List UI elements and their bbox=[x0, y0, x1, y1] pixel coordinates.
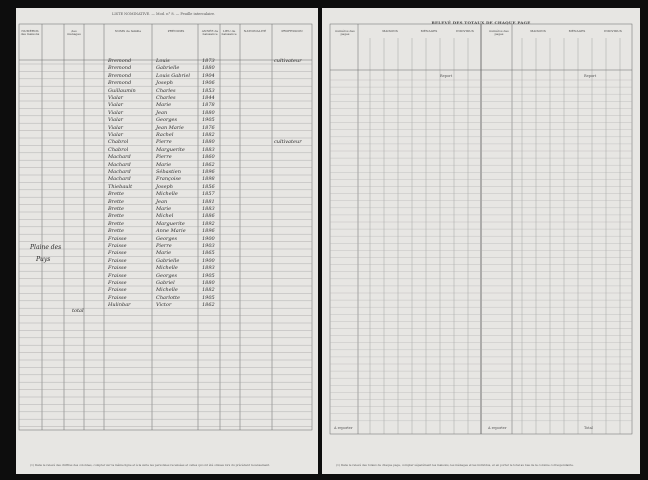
entry-annee: 1880 bbox=[202, 109, 215, 116]
r-col-head-menages-2: MÉNAGES bbox=[568, 29, 586, 33]
entry-nom: Hulinbar bbox=[108, 302, 131, 309]
entry-annee: 1906 bbox=[202, 80, 215, 87]
entry-annee: 1878 bbox=[202, 102, 215, 109]
entry-nom: Brette bbox=[108, 228, 125, 235]
r-col-head-individus-2: INDIVIDUS bbox=[604, 29, 622, 33]
entry-nom: Chabrol bbox=[108, 139, 129, 146]
entry-nom: Fraisse bbox=[108, 257, 127, 264]
entry-prenom: Victor bbox=[156, 302, 172, 309]
entry-nom: Fraisse bbox=[108, 294, 127, 301]
entry-nom: Vialar bbox=[108, 109, 124, 116]
entry-nom: Machard bbox=[108, 161, 131, 168]
entry-nom: Machard bbox=[108, 154, 131, 161]
right-footnote: (1) Dans le relevé des totaux de chaque page, compter séparément les maisons, les ménages et les individus, et en porter le total au bas de la colonne correspondante. bbox=[336, 463, 574, 468]
entry-annee: 1903 bbox=[202, 243, 215, 249]
left-footnote: (1) Dans le relevé des chiffres des colonnes, compter sur la même ligne et à la suite les personnes recensées et celles qui ont été omises lors du précédent recensement. bbox=[30, 463, 271, 468]
r-col-head-pages-1: numéros des pages bbox=[335, 29, 355, 37]
right-total: Total bbox=[584, 426, 593, 430]
entry-nom: Fraisse bbox=[108, 235, 127, 242]
entry-annee: 1865 bbox=[202, 250, 215, 257]
entry-prenom: Marie bbox=[156, 250, 172, 257]
left-page bbox=[16, 8, 318, 474]
right-a-reporter-1: A reporter bbox=[334, 426, 353, 430]
entry-nom: Machard bbox=[108, 169, 131, 175]
col-head-nom: NOMS de famille bbox=[114, 29, 142, 33]
entry-annee: 1905 bbox=[202, 272, 215, 279]
entry-nom: Vialar bbox=[108, 117, 124, 124]
entry-nom: Fraisse bbox=[108, 243, 127, 249]
entry-nom: Fraisse bbox=[108, 265, 127, 272]
entry-annee: 1844 bbox=[202, 95, 215, 101]
entry-prenom: Marguerite bbox=[156, 220, 185, 227]
entry-annee: 1873 bbox=[202, 58, 215, 64]
margin-note-total: total bbox=[72, 308, 84, 314]
entry-nom: Fraisse bbox=[108, 280, 127, 286]
entry-prenom: Gabriel bbox=[156, 280, 175, 286]
entry-nom: Fraisse bbox=[108, 287, 127, 294]
entry-profession: cultivateur bbox=[274, 58, 302, 64]
entry-nom: Vialar bbox=[108, 95, 124, 101]
r-col-head-pages-2: numéros des pages bbox=[489, 29, 509, 37]
entry-nom: Bremond bbox=[108, 58, 132, 64]
margin-note-plaine: Plaine des bbox=[30, 244, 62, 251]
entry-prenom: Marguerite bbox=[156, 146, 185, 153]
entry-prenom: Pierre bbox=[156, 139, 172, 146]
entry-annee: 1905 bbox=[202, 117, 215, 124]
entry-nom: Brette bbox=[108, 220, 125, 227]
r-col-head-individus-1: INDIVIDUS bbox=[456, 29, 474, 33]
entry-nom: Vialar bbox=[108, 132, 124, 138]
right-report-1: Report bbox=[440, 74, 453, 78]
entry-annee: 1893 bbox=[202, 265, 215, 272]
entry-annee: 1883 bbox=[202, 206, 215, 212]
entry-annee: 1900 bbox=[202, 235, 215, 242]
entry-nom: Brette bbox=[108, 213, 125, 220]
entry-annee: 1860 bbox=[202, 154, 215, 161]
entry-prenom: Pierre bbox=[156, 154, 172, 161]
col-head-lieu: LIEU de naissance bbox=[221, 29, 237, 37]
col-head-nationalite: NATIONALITÉ bbox=[243, 29, 267, 33]
entry-annee: 1882 bbox=[202, 287, 215, 294]
entry-annee: 1896 bbox=[202, 228, 215, 235]
entry-prenom: Charlotte bbox=[156, 294, 181, 301]
entry-prenom: Michelle bbox=[156, 191, 178, 198]
entry-annee: 1904 bbox=[202, 72, 215, 79]
entry-prenom: Louis bbox=[156, 58, 170, 64]
entry-prenom: Jean bbox=[156, 109, 168, 116]
entry-annee: 1886 bbox=[202, 213, 215, 220]
entry-annee: 1905 bbox=[202, 294, 215, 301]
entry-profession: cultivateur bbox=[274, 139, 302, 146]
entry-annee: 1892 bbox=[202, 220, 215, 227]
entry-prenom: Michelle bbox=[156, 265, 178, 272]
right-page bbox=[322, 8, 640, 474]
entry-prenom: Georges bbox=[156, 117, 178, 124]
entry-prenom: Joseph bbox=[156, 183, 173, 190]
entry-annee: 1856 bbox=[202, 183, 215, 190]
entry-prenom: Michel bbox=[156, 213, 174, 220]
entry-annee: 1882 bbox=[202, 132, 215, 138]
entry-prenom: Gabrielle bbox=[156, 65, 180, 72]
right-title: RELEVÉ DES TOTAUX DE CHAQUE PAGE bbox=[431, 20, 531, 25]
entry-prenom: Joseph bbox=[156, 80, 173, 87]
entry-prenom: Charles bbox=[156, 87, 176, 94]
entry-prenom: Georges bbox=[156, 235, 178, 242]
r-col-head-menages-1: MÉNAGES bbox=[420, 29, 438, 33]
entry-nom: Vialar bbox=[108, 102, 124, 109]
entry-annee: 1881 bbox=[202, 198, 215, 205]
entry-annee: 1898 bbox=[202, 176, 215, 183]
entry-annee: 1896 bbox=[202, 169, 215, 175]
entry-nom: Vialar bbox=[108, 124, 124, 131]
entry-prenom: Marie bbox=[156, 161, 172, 168]
entry-prenom: Françoise bbox=[156, 176, 181, 183]
entry-annee: 1857 bbox=[202, 191, 215, 198]
col-head-menages: des ménages bbox=[67, 29, 81, 37]
entry-prenom: Jean Marie bbox=[156, 124, 184, 131]
entry-nom: Bremond bbox=[108, 72, 132, 79]
entry-nom: Thiebault bbox=[108, 183, 133, 190]
entry-annee: 1853 bbox=[202, 87, 215, 94]
entry-nom: Brette bbox=[108, 198, 125, 205]
entry-prenom: Gabrielle bbox=[156, 257, 180, 264]
entry-prenom: Marie bbox=[156, 102, 172, 109]
entry-nom: Brette bbox=[108, 191, 125, 198]
entry-prenom: Anne Marie bbox=[156, 228, 186, 235]
entry-prenom: Pierre bbox=[156, 243, 172, 249]
entry-nom: Brette bbox=[108, 206, 125, 212]
entry-prenom: Sébastien bbox=[156, 169, 181, 175]
right-a-reporter-2: A reporter bbox=[488, 426, 507, 430]
col-head-profession: PROFESSION bbox=[281, 29, 303, 33]
entry-nom: Guillaumin bbox=[108, 87, 136, 94]
right-report-2: Report bbox=[584, 74, 597, 78]
r-col-head-maisons-2: MAISONS bbox=[530, 29, 546, 33]
r-col-head-maisons-1: MAISONS bbox=[382, 29, 398, 33]
entry-nom: Bremond bbox=[108, 80, 132, 87]
entry-nom: Chabrol bbox=[108, 146, 129, 153]
entry-annee: 1862 bbox=[202, 161, 215, 168]
entry-prenom: Marie bbox=[156, 206, 172, 212]
entry-annee: 1876 bbox=[202, 124, 215, 131]
entry-annee: 1880 bbox=[202, 139, 215, 146]
entry-prenom: Rachel bbox=[156, 132, 174, 138]
col-head-prenom: PRÉNOMS bbox=[167, 29, 185, 33]
entry-nom: Machard bbox=[108, 176, 131, 183]
entry-prenom: Michelle bbox=[156, 287, 178, 294]
entry-annee: 1883 bbox=[202, 146, 215, 153]
entry-annee: 1880 bbox=[202, 280, 215, 286]
entry-annee: 1862 bbox=[202, 302, 215, 309]
entry-annee: 1900 bbox=[202, 257, 215, 264]
col-head-maisons: NUMÉROS des maisons bbox=[20, 29, 40, 37]
left-header: LISTE NOMINATIVE. — Mod. n° 8. — Feuille intercalaire. bbox=[112, 12, 216, 16]
entry-nom: Fraisse bbox=[108, 250, 127, 257]
entry-prenom: Charles bbox=[156, 95, 176, 101]
entry-prenom: Jean bbox=[156, 198, 168, 205]
entry-nom: Bremond bbox=[108, 65, 132, 72]
margin-note-puys: Puys bbox=[36, 256, 51, 263]
entry-annee: 1880 bbox=[202, 65, 215, 72]
entry-prenom: Louis Gabriel bbox=[156, 72, 191, 79]
entry-nom: Fraisse bbox=[108, 272, 127, 279]
entry-prenom: Georges bbox=[156, 272, 178, 279]
col-head-annee: ANNÉE de naissance bbox=[201, 29, 219, 37]
